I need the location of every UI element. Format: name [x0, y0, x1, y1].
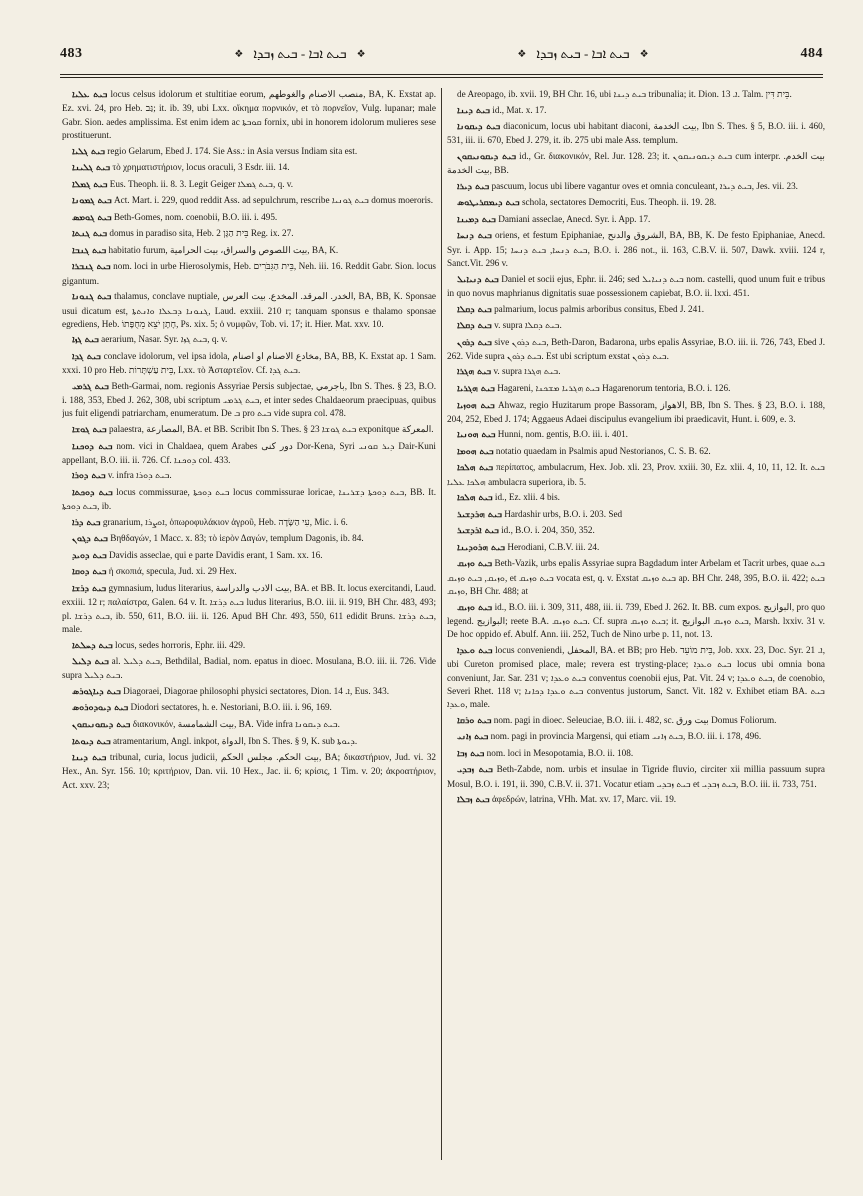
- entry-definition: conclave idolorum, vel ipsa idola, مخادع الاصنام او اصنام, BA, BB, K. Exstat ap. 1 Sam. xxxi. 10 pro Heb. בֵּית עַשְׁתָּרוֹת, Lxx. τὸ Ἀσταρτεῖον. Cf. ܒܝܬ ܓܕܐ.: [62, 350, 436, 376]
- dictionary-entry: [447, 508, 825, 522]
- entry-definition: Diodori sectatores, h. e. Nestoriani, B.O. iii. i. 96, 169.: [130, 702, 332, 713]
- dictionary-entry: [62, 469, 436, 483]
- entry-headword: ܒܝܬ ܕܝܘܬܐ: [72, 736, 111, 747]
- entry-headword: ܒܝܬ ܕܘܝܕ: [72, 550, 107, 561]
- entry-definition: tribunal, curia, locus judicii, بيت الحكم. مجلس الحكم, BA; δικαστήριον, Jud. vi. 32 Hex., An. Syr. 156. 10; κριτήριον, Dan. vii. 10 Hex., Jac. ii. 6; κρίσις, 1 Tim. v. 20; ἀκροατήριον, Act. xxv. 23;: [62, 752, 436, 790]
- entry-headword: ܒܝܬ ܕܡܝܢܐ: [457, 214, 496, 225]
- entry-definition: sive ܒܝܬ ܕܪܘܢ, Beth-Daron, Badarona, urbs epalis Assyriae, B.O. iii. ii. 726, 743, Ebed J. 262. Vide supra ܒܝܬ ܕܪܘܢ. Est ubi scriptum exstat ܒܝܬ ܕܪܘܢ.: [447, 336, 825, 361]
- entry-definition: Beth-Vazik, urbs epalis Assyriae supra Bagdadum inter Arbelam et Tacrit urbes, quae ܒܝܬ ܘܙܝܩ, ܒܝܬ ܘܙܝܩ, et ܒܝܬ ܘܙܝܩ vocata est, q. v. Exstat ܒܝܬ ܘܙܝܩ ap. BH Chr. 248, 395, B.O. ii. 422; ܒܝܬ ܘܙܝܩ, BH Chr. 488; at: [447, 558, 825, 597]
- dictionary-entry: [62, 735, 436, 749]
- entry-definition: v. supra ܒܝܬ ܕܩܠܐ.: [494, 320, 562, 331]
- dictionary-entry: [447, 104, 825, 118]
- dictionary-entry: [62, 244, 436, 258]
- dictionary-entry: [447, 601, 825, 642]
- dictionary-entry: [447, 793, 825, 807]
- entry-definition: Βηθδαγών, 1 Macc. x. 83; τὸ ἱερὸν Δαγών, templum Dagonis, ib. 84.: [110, 533, 364, 544]
- dictionary-entry: [62, 88, 436, 142]
- entry-definition: locus, sedes horroris, Ephr. iii. 429.: [115, 639, 246, 650]
- dictionary-entry: [447, 273, 825, 301]
- entry-definition: habitatio furum, بيت اللصوص والسراق، بيت الحرامية, BA, K.: [108, 244, 339, 255]
- entry-headword: ܒܝܬ ܘܙܝܩ: [457, 602, 493, 613]
- entry-headword: ܒܝܬ ܕܝܪܐ: [457, 181, 490, 192]
- entry-definition: nom. vici in Chaldaea, quem Arabes دور كنى Dor-Kena, Syri ܕܝܪ ܩܘܢܝ Dair-Kuni appellant, B.O. iii. ii. 726. Cf. ܕܘܟܢܐ col. 433.: [62, 440, 436, 465]
- entry-definition: v. supra ܒܝܬ ܗܓܪܐ.: [493, 366, 561, 377]
- entry-definition: al. ܒܝܬ ܕܠܝܠ, Bethdilal, Badial, nom. epatus in dioec. Mosulana, B.O. iii. ii. 726. Vide supra ܒܝܬ ܕܠܝܠ.: [62, 656, 436, 681]
- entry-headword: ܒܝܬ ܕܘܩܐ: [72, 567, 107, 578]
- dictionary-entry: [62, 440, 436, 468]
- entry-headword: ܒܝܬ ܕܩܠܐ: [457, 321, 492, 332]
- entry-definition: τὸ χρηματιστήριον, locus oraculi, 3 Esdr. iii. 14.: [112, 162, 290, 173]
- entry-headword: ܒܝܬ ܕܝܩܘܢܝܩܘܢ: [72, 719, 131, 730]
- entry-definition: Hardashir urbs, B.O. i. 203. Sed: [504, 508, 623, 519]
- entry-headword: ܒܝܬ ܓܠܝܐ: [72, 146, 105, 157]
- entry-headword: ܒܝܬ ܘܙܝܩ: [457, 559, 493, 570]
- dictionary-entry: [447, 541, 825, 555]
- entry-headword: ܒܝܬ ܕܝܩܘܢܐ: [457, 122, 501, 133]
- dictionary-entry: [62, 227, 436, 241]
- entry-headword: ܒܝܬ ܕܝܢܐ: [72, 753, 107, 764]
- dictionary-entry: [62, 260, 436, 288]
- entry-headword: ܒܝܬ ܕܝܐܓܘܪܣ: [72, 686, 121, 697]
- entry-definition: Damiani asseclae, Anecd. Syr. i. App. 17.: [498, 213, 651, 224]
- entry-definition: granarium, ܐܘܨܪܐ, ὁπωροφυλάκιον ἀγροῦ, Heb. עִי הַשָּׂדֶה, Mic. i. 6.: [102, 516, 348, 527]
- dictionary-entry: [62, 685, 436, 699]
- left-page-number: 483: [60, 46, 83, 61]
- entry-headword: ܒܝܬ ܕܘܟܢܐ: [72, 441, 113, 452]
- entry-headword: ܒܝܬ ܗܠܟܐ: [457, 463, 494, 474]
- entry-definition: gymnasium, ludus literarius, بيت الادب والدراسة, BA. et BB. It. locus exercitandi, Laud. exxiii. 12 r; παλαίστρα, Galen. 64 v. It. ܒܝܬ ܕܪܫܐ ludus literarius, B.O. iii. ii. 919, BH Chr. 483, 493; pl. ܒܝܬ ܕܪܫܐ, ib. 550, 611, B.O. iii. ii. 126. Apud BH Chr. 493, 550, 611 edidit Bruns. ܒܝܬ ܕܪܫܐ, male.: [62, 582, 436, 634]
- entry-headword: ܒܝܬ ܕܝܘܕܘܪܘܣ: [72, 703, 129, 714]
- entry-definition: Beth-Garmai, nom. regionis Assyriae Persis subjectae, باجرمي, Ibn S. Thes. § 23, B.O. i. 188, 353, Ebed J. 262, 308, ubi scriptum ܒܝܬ ܓܪܡܝ, et inter sedes Chaldaeorum praecipuas, quibus jus fuit eligendi patriarcham, enumeratum. De ܒ pro ܒܝܬ vide supra col. 478.: [62, 380, 436, 419]
- dictionary-entry: [62, 516, 436, 530]
- entry-definition: domus in paradiso sita, Heb. בֵּית הַגָּן 2 Reg. ix. 27.: [109, 228, 294, 239]
- dictionary-entry: [62, 582, 436, 636]
- entry-headword: ܒܝܬ ܓܘܡܣ: [72, 212, 112, 223]
- dictionary-entry: [62, 423, 436, 437]
- entry-headword: ܒܝܬ ܐܪܕܫܝܪ: [457, 526, 499, 537]
- dictionary-entry: [447, 428, 825, 442]
- entry-headword: ܒܝܬ ܕܢܝܐܝܠ: [457, 274, 499, 285]
- entry-headword: ܒܝܬ ܗܠܟܐ: [457, 493, 493, 504]
- entry-headword: ܒܝܬ ܕܝܩܘܢܝܩܘܢ: [457, 151, 517, 162]
- entry-headword: ܒܝܬ ܗܘܡܐ: [457, 446, 494, 457]
- dictionary-entry: [62, 751, 436, 792]
- ornament-mid-right-icon: ❖: [517, 48, 527, 60]
- right-page-number: 484: [800, 46, 823, 61]
- entry-definition: Beth-Gomes, nom. coenobii, B.O. iii. i. 495.: [113, 211, 278, 222]
- running-head-right: [517, 46, 648, 62]
- dictionary-entry: [447, 747, 825, 761]
- entry-headword: ܒܝܬ ܓܕܐ: [72, 351, 101, 362]
- dictionary-entry: [447, 763, 825, 791]
- dictionary-entry: [62, 161, 436, 175]
- entry-headword: ܒܝܬ ܓܪܡܝ: [72, 381, 109, 392]
- entry-headword: ܒܝܬ ܓܡܘܢܐ: [72, 196, 112, 207]
- entry-headword: ܒܝܬ ܓܢܒܐ: [72, 245, 107, 256]
- dictionary-entry: [62, 178, 436, 192]
- dictionary-entry: [447, 365, 825, 379]
- entry-definition: schola, sectatores Democriti, Eus. Theoph. ii. 19. 28.: [521, 197, 717, 208]
- dictionary-entry: [62, 333, 436, 347]
- entry-definition: id., Gr. διακονικόν, Rel. Jur. 128. 23; it. ܒܝܬ ܕܝܩܘܢܝܩܘܢ cum interpr. بيت الخدم. بيت الخدمة, BB.: [447, 150, 825, 176]
- dictionary-entry: [62, 350, 436, 378]
- entry-headword: ܒܝܬ ܕܝܢܐ: [457, 105, 490, 116]
- entry-definition: thalamus, conclave nuptiale, الخدر. المرقد. المخدع. بيت العرس, BA, BB, K. Sponsae usui dicatum est, ܓܢܘܢܐ ܕܒܥܠܐ ܘܐܢܬܬܐ, Laud. exxiii. 210 r; tanquam sponsus e thalamo sponsae egrediens, Heb. חָתָן יֹצֵא מֵחֻפָּתוֹ, Ps. xix. 5; ὁ νυμφῶν, Tob. vi. 17; it. Hier. Mat. xxv. 10.: [62, 291, 436, 329]
- dictionary-entry: [62, 194, 436, 208]
- entry-headword: ܒܝܬ ܕܩܠܐ: [457, 304, 492, 315]
- entry-headword: ܒܝܬ ܕܘܟܬܐ: [72, 487, 113, 498]
- entry-definition: Hagareni, ܒܝܬ ܗܓܪܝܐ ܡܫܟܢܐ Hagarenorum tentoria, B.O. i. 126.: [497, 382, 731, 393]
- entry-definition: nom. pagi in provincia Margensi, qui etiam ܒܝܬ ܙܐܢܝ, B.O. iii. i. 178, 496.: [490, 731, 762, 742]
- entry-definition: Davidis asseclae, qui e parte Davidis erant, 1 Sam. xx. 16.: [108, 549, 323, 560]
- dictionary-entry: [447, 445, 825, 459]
- left-column: [62, 88, 436, 1166]
- dictionary-entry: [62, 718, 436, 732]
- entry-definition: Act. Mart. i. 229, quod reddit Ass. ad sepulchrum, rescribe ܒܝܬ ܓܘܢܝܐ domus moeroris.: [113, 195, 434, 206]
- entry-definition: Beth-Zabde, nom. urbis et insulae in Tigride fluvio, circiter xii millia passuum supra Mosul, B.O. i. 191, ii. 390, C.B.V. ii. 371. Vocatur etiam ܒܝܬ ܙܒܕܝ et ܒܝܬ ܙܒܕܝ, B.O. iii. ii. 733, 751.: [447, 764, 825, 789]
- entry-headword: ܒܝܬ ܓܢܘܢܐ: [72, 292, 112, 303]
- entry-headword: ܒܝܬ ܥܠܝܐ: [72, 90, 108, 100]
- dictionary-entry: [62, 565, 436, 579]
- dictionary-entry: [62, 380, 436, 421]
- entry-headword: ܒܝܬ ܓܢܬܐ: [72, 229, 108, 240]
- entry-definition: ἀφεδρών, latrina, VHh. Mat. xv. 17, Marc. vii. 19.: [491, 794, 677, 805]
- entry-headword: ܒܝܬ ܕܠܝܠ: [72, 657, 109, 668]
- entry-definition: id., B.O. iii. i. 309, 311, 488, iii. ii. 739, Ebed J. 262. It. BB. cum expos. البوازيج, pro quo legend. البوازيج; reete B.A. ܒܝܬ ܘܙܝܩ. Cf. supra ܒܝܬ ܘܙܝܩ; it. ܒܝܬ ܘܙܝܩ البوازيج, Marsh. lxxiv. 31 v. De hoc oppido ef. Abulf. Ann. iii. 252, Tuch de Nino urbe p. 11, not. 13.: [447, 601, 825, 640]
- entry-definition: locus commissurae, ܒܝܬ ܕܘܟܬܐ locus commissurae loricae, ܒܝܬ ܕܘܟܬܐ ܕܫܪܝܢܐ, BB. It. ܒܝܬ ܕܘܟܬܐ, ib.: [62, 486, 436, 512]
- entry-definition: oriens, et festum Epiphaniae, الشروق والدنح, BA, BB, K. De festo Epiphaniae, Anecd. Syr. i. App. 15; ܒܝܬ ܕܢܚܐ, ܒܝܬ ܕܢܚܐ, B.O. i. 286 not., ii. 163, C.B.V. ii. 507, Dawk. xviii. 124 r, Sanct.Vit. 296 v.: [447, 230, 825, 269]
- running-head-text-right: ܒܝܬ ܐܒܐ - ܒܝܬ ܙܒܕܐ: [536, 46, 630, 61]
- dictionary-entry: [447, 524, 825, 538]
- entry-headword: ܒܝܬ ܓܢܒܪܐ: [72, 262, 111, 273]
- dictionary-entry: [447, 714, 825, 728]
- dictionary-entry: [447, 382, 825, 396]
- entry-definition: id., Ez. xlii. 4 bis.: [494, 492, 560, 503]
- header-rule-thin: [60, 77, 823, 78]
- entry-headword: ܒܝܬ ܗܘܙܝܐ: [457, 400, 495, 411]
- dictionary-entry: [447, 461, 825, 489]
- dictionary-entry: [447, 336, 825, 364]
- entry-definition: nom. loci in Mesopotamia, B.O. ii. 108.: [486, 747, 634, 758]
- ornament-left-icon: ❖: [234, 48, 244, 60]
- dictionary-entry: [447, 120, 825, 148]
- entry-definition: διακονικόν, بيت الشمامسة, BA. Vide infra ܒܝܬ ܕܝܩܘܢܐ.: [132, 718, 340, 729]
- dictionary-entry: [447, 150, 825, 178]
- dictionary-entry: [62, 486, 436, 514]
- entry-definition: Hunni, nom. gentis, B.O. iii. i. 401.: [497, 429, 628, 440]
- page-header: [60, 40, 823, 68]
- entry-definition: nom. pagi in dioec. Seleuciae, B.O. iii. i. 482, sc. بيت ورق Domus Foliorum.: [493, 714, 777, 725]
- entry-headword: ܒܝܬ ܕܝܡܩܪܝܛܘܣ: [457, 198, 520, 209]
- dictionary-entry: [447, 557, 825, 598]
- entry-headword: ܒܝܬ ܕܪܫܐ: [72, 583, 107, 594]
- dictionary-entry: [62, 549, 436, 563]
- dictionary-entry: [62, 639, 436, 653]
- entry-definition: atramentarium, Angl. inkpot, الدواة, Ibn S. Thes. § 9, K. sub ܕܝܘܬܐ.: [112, 735, 358, 746]
- dictionary-entry: [447, 213, 825, 227]
- dictionary-entry: [447, 229, 825, 270]
- entry-headword: ܒܝܬ ܓܘܫܐ: [72, 425, 107, 435]
- entry-definition: Ahwaz, regio Huzitarum prope Bassoram, الاهواز, BB, Ibn S. Thes. § 23, B.O. i. 188, 204, 252, Ebed J. 174; Aggaeus Adaei discipulus evangelium ibi praedicavit, Hunt. i. 609, e. 3.: [447, 399, 825, 424]
- dictionary-entry: [447, 303, 825, 317]
- ornament-mid-left-icon: ❖: [356, 48, 366, 60]
- entry-definition: pascuum, locus ubi libere vagantur oves et omnia conculeant, ܒܝܬ ܕܝܪܐ, Jes. vii. 23.: [491, 180, 798, 191]
- dictionary-entry: [62, 290, 436, 331]
- entry-definition: Daniel et socii ejus, Ephr. ii. 246; sed ܒܝܬ ܕܢܝܐܝܠ nom. castelli, quod unum fuit e tribus in quo novus maphrianus dignitatis suae possessionem capiebat, B.O. ii. lxxi. 451.: [447, 273, 825, 298]
- entry-headword: ܒܝܬ ܙܐܢܝ: [457, 732, 489, 743]
- dictionary-entry: [447, 196, 825, 210]
- dictionary-entry: [447, 644, 825, 712]
- entry-headword: ܒܝܬ ܕܢܚܐ: [457, 231, 492, 242]
- entry-headword: ܒܝܬ ܕܪܘܢ: [457, 337, 492, 348]
- entry-definition: nom. loci in urbe Hierosolymis, Heb. בֵּית הַגִּבֹּרִים, Neh. iii. 16. Reddit Gabr. Sion. locus gigantum.: [62, 261, 436, 286]
- entry-headword: ܒܝܬ ܗܓܪܐ: [457, 367, 492, 378]
- running-head-text-left: ܒܝܬ ܐܒܐ - ܒܝܬ ܙܒܕܐ: [253, 46, 347, 61]
- entry-definition: notatio quaedam in Psalmis apud Nestorianos, C. S. B. 62.: [495, 445, 711, 456]
- dictionary-entry: [447, 319, 825, 333]
- entry-headword: ܒܝܬ ܕܪܐ: [72, 517, 101, 528]
- entry-definition: ἡ σκοπιά, specula, Jud. xi. 29 Hex.: [108, 566, 237, 577]
- entry-headword: ܒܝܬ ܕܘܪܐ: [72, 471, 106, 482]
- dictionary-entry: [447, 88, 825, 101]
- entry-headword: ܒܝܬ ܗܓܪܝܐ: [457, 383, 495, 394]
- entry-headword: ܒܝܬ ܙܒܠܐ: [457, 795, 490, 806]
- dictionary-entry: [447, 399, 825, 427]
- dictionary-entry: [447, 180, 825, 194]
- entry-headword: ܒܝܬ ܗܪܕܫܝܪ: [457, 509, 502, 520]
- dictionary-entry: [62, 211, 436, 225]
- dictionary-entry: [62, 532, 436, 546]
- entry-headword: ܒܝܬ ܗܪܘܕܝܢܐ: [457, 542, 506, 553]
- header-rule: [60, 74, 823, 75]
- dictionary-entry: [447, 730, 825, 744]
- entry-definition: Eus. Theoph. ii. 8. 3. Legit Geiger ܒܝܬ ܓܡܠܐ, q. v.: [109, 178, 294, 189]
- entry-headword: ܒܝܬ ܘܥܕܐ: [457, 645, 493, 656]
- entry-headword: ܒܝܬ ܙܒܐ: [457, 748, 485, 759]
- entry-headword: ܒܝܬ ܘܪܩܐ: [457, 715, 492, 726]
- entry-definition: id., B.O. i. 204, 350, 352.: [501, 525, 595, 536]
- ornament-right-icon: ❖: [639, 48, 649, 60]
- entry-definition: locus conveniendi, المحفل, BA. et BB; pro Heb. בֵּית מוֹעֵד, Job. xxx. 23, Doc. Syr. ܐ. 21, ubi Cureton promised place, male; revera est trysting-place; ܒܝܬ ܘܥܕܐ locus ubi omnia bona conveniunt, Jar. Sar. 231 v; ܒܝܬ ܘܥܕܐ conventus coenobii ejus, Pat. Vit. 24 v; ܒܝܬ ܘܥܕܐ, de coenobio, Severi Rhet. 118 v; ܒܝܬ ܘܥܕܐ ܕܟܐܢܐ conventus justorum, Sanct. Vit. 182 v. Exhibet etiam BA. ܒܝܬ ܘܥܕܐ, male.: [447, 644, 825, 710]
- entry-definition: diaconicum, locus ubi habitant diaconi, بيت الخدمة, Ibn S. Thes. § 5, B.O. iii. i. 460, 531, iii. ii. 670, Ebed J. 279, it. ib. 275 ubi male Ass. templum.: [447, 121, 825, 146]
- dictionary-entry: [447, 491, 825, 505]
- entry-definition: de Areopago, ib. xvii. 19, BH Chr. 16, ubi ܒܝܬ ܕܝܢܐ tribunalia; it. Dion. ܐ. 13. Talm. בֵּית דִּין.: [457, 89, 792, 99]
- entry-headword: ܒܝܬ ܓܡܠܐ: [72, 179, 108, 190]
- entry-headword: ܒܝܬ ܓܙܐ: [72, 335, 99, 346]
- entry-definition: v. infra ܒܝܬ ܕܘܪܐ.: [107, 470, 172, 481]
- dictionary-entry: [62, 655, 436, 683]
- entry-definition: Herodiani, C.B.V. iii. 24.: [507, 541, 600, 552]
- entry-headword: ܒܝܬ ܙܒܕܝ: [457, 765, 493, 776]
- entry-definition: περίπατος, ambulacrum, Hex. Job. xli. 23, Prov. xxiii. 30, Ez. xlii. 4, 10, 11, 12. It. ܒܝܬ ܗܠܟܐ ܥܠܝܐ ambulacra superiora, ib. 5.: [447, 462, 825, 487]
- entry-definition: regio Gelarum, Ebed J. 174. Sie Ass.: in Asia versus Indiam sita est.: [107, 145, 358, 156]
- entry-definition: id., Mat. x. 17.: [492, 104, 547, 115]
- column-divider: [441, 88, 442, 1160]
- entry-headword: ܒܝܬ ܕܓܘܢ: [72, 534, 108, 545]
- running-head: [234, 46, 365, 62]
- entry-definition: locus celsus idolorum et stultitiae eorum, منصب الاصنام والغوطهم, BA, K. Exstat ap. Ez. xvi. 24, pro Heb. גַּב; it. ib. 39, ubi Lxx. οἴκημα πορνικόν, et τὸ πορνεῖον, Vulg. lupanar; male Gabr. Sion. aedes amplissima. Est enim idem ac ܩܘܒܬܐ fornix, ubi in honorem idolorum mulieres sese prostituerunt.: [62, 89, 436, 141]
- entry-definition: palaestra, المصارعة, BA. et BB. Scribit Ibn S. Thes. § 23 ܒܝܬ ܓܘܫܐ exponitque المعركة.: [108, 424, 434, 434]
- right-column: [447, 88, 825, 1166]
- entry-definition: aerarium, Nasar. Syr. ܒܝܬ ܓܙܐ, q. v.: [101, 334, 228, 345]
- entry-headword: ܒܝܬ ܓܠܝܢܐ: [72, 163, 111, 174]
- dictionary-entry: [62, 701, 436, 715]
- entry-definition: palmarium, locus palmis arboribus consitus, Ebed J. 241.: [494, 303, 705, 314]
- dictionary-entry: [62, 145, 436, 159]
- entry-definition: Diagoraei, Diagorae philosophi physici sectatores, Dion. ܐ. 14, Eus. 343.: [123, 685, 390, 696]
- entry-headword: ܒܝܬ ܗܘܢܝܐ: [457, 430, 496, 441]
- entry-headword: ܒܝܬ ܕܚܠܬܐ: [72, 640, 113, 651]
